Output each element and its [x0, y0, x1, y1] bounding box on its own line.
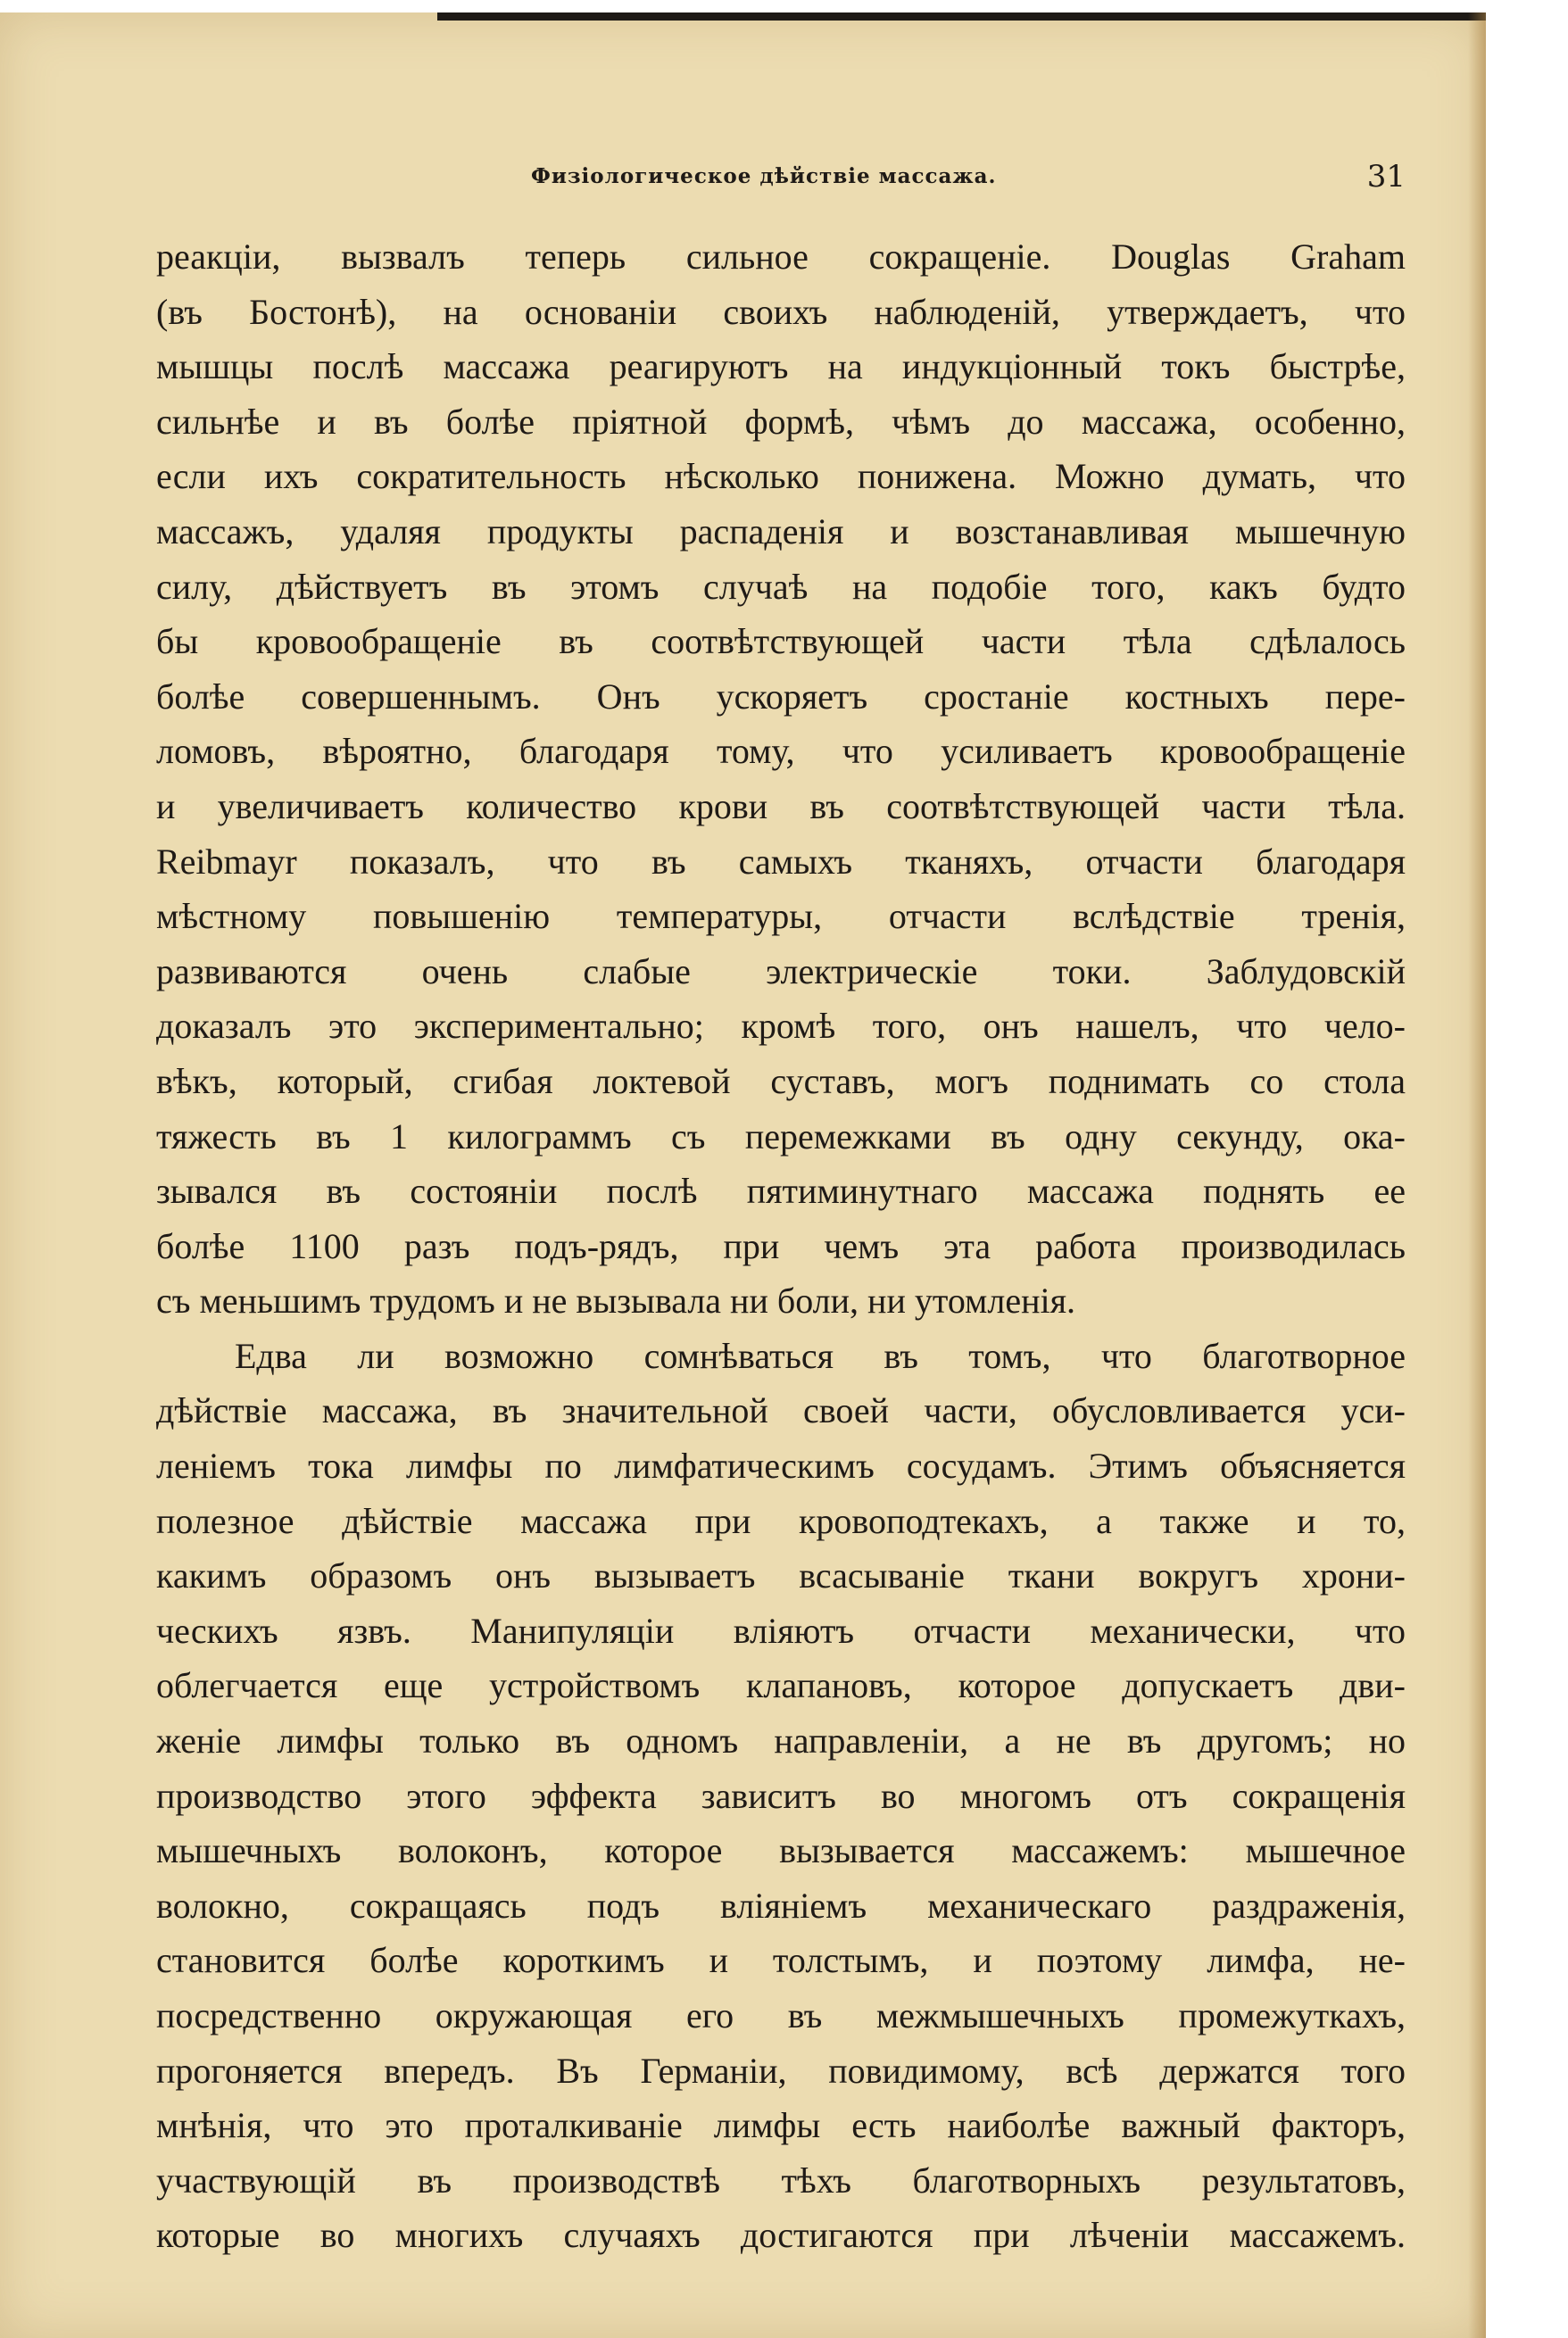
- top-edge-rule: [437, 12, 1486, 21]
- text-line: женіе лимфы только въ одномъ направленіи, а не въ другомъ; но: [156, 1720, 1406, 1762]
- text-line: которые во многихъ случаяхъ достигаются при лѣченіи массажемъ.: [156, 2215, 1406, 2256]
- book-page: [0, 12, 1486, 2338]
- text-line: съ меньшимъ трудомъ и не вызывала ни боли, ни утомленія.: [156, 1281, 1075, 1322]
- text-line: мѣстному повышенію температуры, отчасти вслѣдствіе тренія,: [156, 896, 1406, 937]
- text-line: ческихъ язвъ. Манипуляціи вліяютъ отчасти механически, что: [156, 1610, 1406, 1651]
- text-line: полезное дѣйствіе массажа при кровоподтекахъ, а также и то,: [156, 1500, 1406, 1541]
- text-line: становится болѣе короткимъ и толстымъ, и поэтому лимфа, не-: [156, 1940, 1406, 1981]
- text-line: доказалъ это экспериментально; кромѣ того, онъ нашелъ, что чело-: [156, 1006, 1406, 1047]
- text-line: зывался въ состояніи послѣ пятиминутнаго массажа поднять ее: [156, 1171, 1406, 1212]
- text-line: бы кровообращеніе въ соотвѣтствующей части тѣла сдѣлалось: [156, 621, 1406, 662]
- page-number: 31: [1366, 159, 1406, 195]
- paragraph-start-line: Едва ли возможно сомнѣваться въ томъ, что благотворное: [235, 1335, 1406, 1376]
- text-line: тяжесть въ 1 килограммъ съ перемежками въ одну секунду, ока-: [156, 1115, 1406, 1157]
- text-line: мнѣнія, что это проталкиваніе лимфы есть наиболѣе важный факторъ,: [156, 2105, 1406, 2146]
- running-title: Физіологическое дѣйствіе массажа.: [531, 164, 997, 188]
- text-line: сильнѣе и въ болѣе пріятной формѣ, чѣмъ до массажа, особенно,: [156, 401, 1406, 442]
- text-line: реакціи, вызвалъ теперь сильное сокращеніе. Douglas Graham: [156, 236, 1406, 277]
- text-line: леніемъ тока лимфы по лимфатическимъ сосудамъ. Этимъ объясняется: [156, 1446, 1406, 1487]
- text-line: волокно, сокращаясь подъ вліяніемъ механическаго раздраженія,: [156, 1885, 1406, 1926]
- text-line: болѣе совершеннымъ. Онъ ускоряетъ сростаніе костныхъ пере-: [156, 676, 1406, 717]
- text-line: мышцы послѣ массажа реагируютъ на индукціонный токъ быстрѣе,: [156, 346, 1406, 387]
- text-line: посредственно окружающая его въ межмышечныхъ промежуткахъ,: [156, 1995, 1406, 2035]
- text-line: массажъ, удаляя продукты распаденія и возстанавливая мышечную: [156, 510, 1406, 551]
- text-line: болѣе 1100 разъ подъ-рядъ, при чемъ эта работа производилась: [156, 1225, 1406, 1266]
- text-line: если ихъ сократительность нѣсколько понижена. Можно думать, что: [156, 456, 1406, 497]
- text-line: мышечныхъ волоконъ, которое вызывается массажемъ: мышечное: [156, 1830, 1406, 1871]
- text-line: развиваются очень слабые электрическіе токи. Заблудовскій: [156, 950, 1406, 991]
- text-line: дѣйствіе массажа, въ значительной своей части, обусловливается уси-: [156, 1390, 1406, 1431]
- page-header: [156, 159, 1406, 195]
- text-line: и увеличиваетъ количество крови въ соотвѣтствующей части тѣла.: [156, 785, 1406, 826]
- body-text: [156, 229, 1406, 2263]
- text-line: Reibmayr показалъ, что въ самыхъ тканяхъ, отчасти благодаря: [156, 841, 1406, 882]
- text-line: облегчается еще устройствомъ клапановъ, которое допускаетъ дви-: [156, 1665, 1406, 1706]
- page-edge-shadow: [1468, 12, 1486, 2338]
- text-line: какимъ образомъ онъ вызываетъ всасываніе ткани вокругъ хрони-: [156, 1555, 1406, 1596]
- text-line: (въ Бостонѣ), на основаніи своихъ наблюденій, утверждаетъ, что: [156, 291, 1406, 332]
- text-line: участвующій въ производствѣ тѣхъ благотворныхъ результатовъ,: [156, 2160, 1406, 2201]
- text-line: силу, дѣйствуетъ въ этомъ случаѣ на подобіе того, какъ будто: [156, 566, 1406, 607]
- text-line: вѣкъ, который, сгибая локтевой суставъ, могъ поднимать со стола: [156, 1060, 1406, 1101]
- text-line: прогоняется впередъ. Въ Германіи, повидимому, всѣ держатся того: [156, 2050, 1406, 2091]
- text-line: ломовъ, вѣроятно, благодаря тому, что усиливаетъ кровообращеніе: [156, 731, 1406, 772]
- text-line: производство этого эффекта зависитъ во многомъ отъ сокращенія: [156, 1775, 1406, 1816]
